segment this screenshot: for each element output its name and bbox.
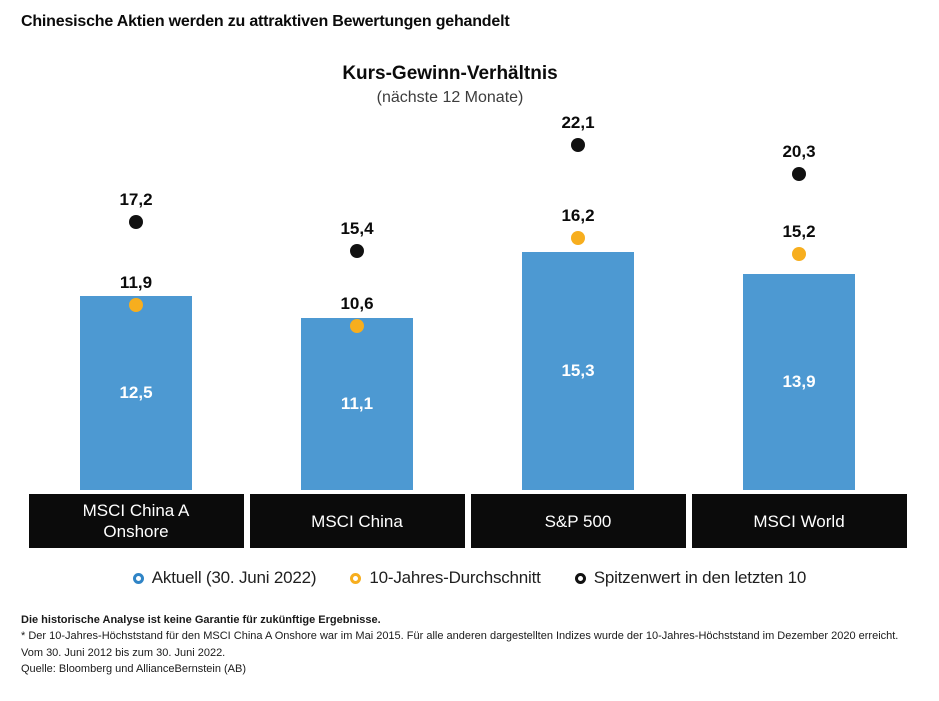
- legend-label-current: Aktuell (30. Juni 2022): [151, 568, 317, 587]
- bar-value-label: 12,5: [119, 383, 153, 402]
- category-label-line: MSCI China A: [82, 501, 190, 520]
- category-label-line: MSCI World: [753, 511, 845, 531]
- legend: [0, 566, 939, 590]
- peak-dot: [129, 215, 143, 229]
- peak-value-label: 15,4: [340, 218, 374, 238]
- average-ring-icon: [350, 573, 361, 584]
- category-label-line: MSCI China: [311, 511, 403, 531]
- legend-item-average: [350, 568, 540, 588]
- bar-value-label: 15,3: [561, 361, 595, 381]
- peak-dot: [571, 138, 585, 152]
- bar-value-label: 11,1: [340, 393, 374, 413]
- category-box-3: [692, 494, 907, 548]
- peak-ring-icon: [575, 573, 586, 584]
- footnote-disclaimer: Die historische Analyse ist keine Garantie für zukünftige Ergebnisse.: [21, 614, 381, 626]
- category-label-line: Onshore: [103, 522, 169, 541]
- average-value-label: 11,9: [119, 273, 153, 293]
- category-box-1: [250, 494, 465, 548]
- peak-dot: [350, 244, 364, 258]
- average-dot: [792, 247, 806, 261]
- chart-subtitle: (nächste 12 Monate): [376, 89, 524, 106]
- average-dot: [571, 231, 585, 245]
- average-value-label: 16,2: [561, 205, 595, 225]
- peak-dot: [792, 167, 806, 181]
- legend-item-current: [133, 568, 317, 588]
- legend-label-peak: Spitzenwert in den letzten 10: [593, 568, 807, 587]
- average-value-label: 15,2: [782, 221, 816, 241]
- bar-value-label: 13,9: [782, 372, 816, 392]
- peak-value-label: 17,2: [119, 190, 153, 210]
- legend-label-average: 10-Jahres-Durchschnitt: [369, 568, 541, 587]
- category-box-2: [471, 494, 686, 548]
- footnote-source: Quelle: Bloomberg und AllianceBernstein (AB): [21, 662, 247, 675]
- legend-item-peak: [575, 568, 807, 588]
- category-box-0: [29, 494, 244, 548]
- average-dot: [350, 319, 364, 333]
- category-label-line: S&P 500: [544, 511, 612, 531]
- footnotes: [21, 612, 921, 677]
- peak-value-label: 20,3: [782, 141, 816, 161]
- average-value-label: 10,6: [340, 293, 374, 313]
- chart-title: Kurs-Gewinn-Verhältnis: [342, 63, 558, 84]
- page-title: Chinesische Aktien werden zu attraktiven Bewertungen gehandelt: [21, 13, 510, 30]
- footnote-asterisk: * Der 10-Jahres-Höchststand für den MSCI China A Onshore war im Mai 2015. Für alle anderen dargestellten Indizes wurde der 10-Jahres-Höchststand im Dezember 2020 erreicht.: [21, 630, 899, 643]
- peak-value-label: 22,1: [561, 113, 595, 133]
- current-ring-icon: [133, 573, 144, 584]
- footnote-period: Vom 30. Juni 2012 bis zum 30. Juni 2022.: [21, 646, 226, 659]
